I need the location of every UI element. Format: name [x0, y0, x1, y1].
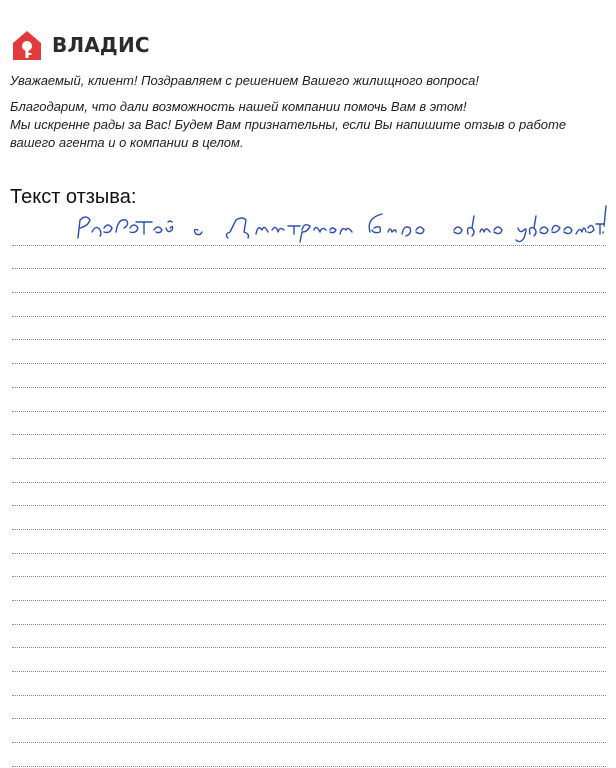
intro-text — [10, 72, 598, 152]
ruled-line — [12, 293, 606, 317]
ruled-line — [12, 506, 606, 530]
ruled-lines — [12, 222, 606, 767]
house-key-icon — [10, 29, 44, 61]
intro-line: Благодарим, что дали возможность нашей компании помочь Вам в этом! — [10, 99, 467, 114]
ruled-line — [12, 222, 606, 246]
ruled-line — [12, 743, 606, 767]
intro-line: Мы искренне рады за Вас! Будем Вам признательны, если Вы напишите отзыв о работе — [10, 117, 567, 132]
ruled-line — [12, 625, 606, 649]
ruled-line — [12, 672, 606, 696]
review-title: Текст отзыва: — [10, 186, 137, 208]
greeting-text: Уважаемый, клиент! Поздравляем с решением Вашего жилищного вопроса! — [10, 73, 479, 88]
ruled-line — [12, 364, 606, 388]
ruled-line — [12, 696, 606, 720]
ruled-line — [12, 483, 606, 507]
brand-name: ВЛАДИС — [52, 33, 150, 57]
ruled-line — [12, 719, 606, 743]
ruled-line — [12, 577, 606, 601]
ruled-line — [12, 554, 606, 578]
ruled-line — [12, 246, 606, 270]
intro-paragraph — [10, 98, 598, 152]
intro-line: вашего агента и о компании в целом. — [10, 135, 244, 150]
ruled-line — [12, 530, 606, 554]
brand-logo — [10, 30, 150, 60]
handwritten-review-text — [610, 198, 611, 199]
ruled-line — [12, 459, 606, 483]
ruled-line — [12, 435, 606, 459]
ruled-line — [12, 601, 606, 625]
ruled-line — [12, 317, 606, 341]
ruled-line — [12, 340, 606, 364]
ruled-line — [12, 269, 606, 293]
ruled-line — [12, 412, 606, 436]
ruled-line — [12, 648, 606, 672]
ruled-line — [12, 388, 606, 412]
